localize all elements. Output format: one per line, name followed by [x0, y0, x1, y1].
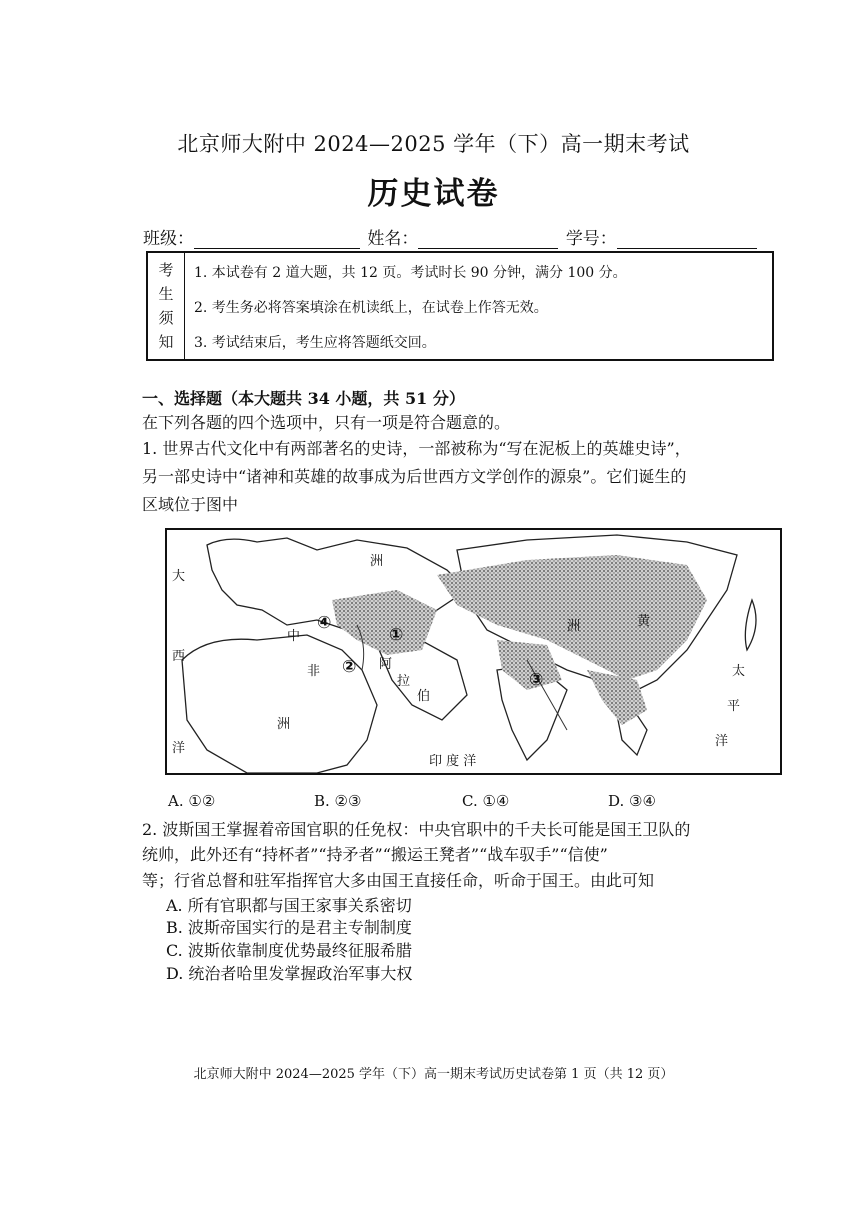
question-1-line: 区域位于图中 [142, 495, 239, 514]
map-label-pacific: 洋 [715, 734, 729, 749]
notice-label-char: 知 [158, 333, 174, 351]
section-title: 一、选择题（本大题共 34 小题，共 51 分） [142, 389, 465, 408]
choice-d[interactable]: D. 统治者哈里发掌握政治军事大权 [166, 964, 413, 983]
notice-label [148, 253, 185, 359]
id-label: 学号： [565, 229, 617, 249]
map-marker-4: ④ [317, 613, 332, 633]
map-marker-2: ② [342, 657, 357, 677]
choice-b[interactable]: B. 波斯帝国实行的是君主专制制度 [166, 918, 412, 937]
notice-box [146, 251, 774, 361]
map-label-africa: 洲 [277, 717, 291, 732]
choice-c[interactable]: C. 波斯依靠制度优势最终征服希腊 [166, 941, 412, 960]
question-1-options [0, 792, 867, 816]
map-marker-1: ① [389, 625, 404, 645]
map-label-asia: 洲 [567, 619, 581, 634]
name-label: 姓名： [367, 229, 419, 249]
map-label-arabia: 阿 [379, 657, 393, 672]
map-label-europe: 洲 [370, 554, 384, 569]
option-d[interactable]: D. ③④ [608, 792, 656, 810]
name-blank[interactable] [418, 232, 558, 249]
map-label-pacific: 太 [732, 664, 746, 679]
notice-item: 1. 本试卷有 2 道大题，共 12 页。考试时长 90 分钟，满分 100 分。 [194, 265, 627, 281]
question-2-line: 统帅，此外还有“持杯者”“持矛者”“搬运王凳者”“战车驭手”“信使” [142, 845, 608, 864]
map-label-pacific: 平 [727, 699, 741, 714]
subject-title: 历史试卷 [367, 176, 500, 212]
notice-item: 2. 考生务必将答案填涂在机读纸上，在试卷上作答无效。 [194, 300, 548, 316]
map-label-indian-ocean: 印 度 洋 [429, 754, 477, 769]
notice-label-char: 考 [158, 261, 174, 279]
notice-label-char: 生 [158, 285, 174, 303]
section-instruction: 在下列各题的四个选项中，只有一项是符合题意的。 [142, 413, 511, 432]
question-2-line: 2. 波斯国王掌握着帝国官职的任免权：中央官职中的千夫长可能是国王卫队的 [142, 820, 691, 839]
student-info-row [143, 224, 757, 249]
class-label: 班级： [143, 229, 194, 249]
notice-items [194, 261, 627, 366]
option-c[interactable]: C. ①④ [462, 792, 510, 810]
page-footer: 北京师大附中 2024—2025 学年（下）高一期末考试历史试卷第 1 页（共 12 页） [193, 1067, 674, 1082]
question-1-line: 1. 世界古代文化中有两部著名的史诗，一部被称为“写在泥板上的英雄史诗”， [142, 439, 691, 458]
map-label-atlantic: 洋 [172, 741, 186, 756]
option-b[interactable]: B. ②③ [314, 792, 362, 810]
map-label-north-africa: 非 [307, 664, 321, 679]
id-blank[interactable] [617, 232, 757, 249]
notice-label-char: 须 [158, 309, 174, 327]
option-a[interactable]: A. ①② [168, 792, 216, 810]
japan-coast [745, 600, 756, 650]
africa-coast [182, 635, 377, 773]
map-label-atlantic: 大 [172, 569, 186, 584]
class-blank[interactable] [194, 232, 360, 249]
question-1-line: 另一部史诗中“诸神和英雄的故事成为后世西方文学创作的源泉”。它们诞生的 [142, 467, 687, 486]
map-label-arabia: 拉 [397, 674, 411, 689]
map-marker-3: ③ [529, 670, 544, 690]
map-label-atlantic: 西 [172, 649, 186, 664]
choice-a[interactable]: A. 所有官职都与国王家事关系密切 [166, 896, 412, 915]
question-2-line: 等；行省总督和驻军指挥官大多由国王直接任命，听命于国王。由此可知 [142, 871, 655, 890]
map-label-mediterranean: 中 [287, 629, 301, 644]
shading-central-asia [437, 555, 707, 680]
exam-title: 北京师大附中 2024—2025 学年（下）高一期末考试 [177, 132, 690, 156]
map-label-yellow-river: 黄 [637, 614, 651, 629]
shading-west-asia [332, 590, 437, 655]
map-label-arabia: 伯 [417, 689, 431, 704]
notice-item: 3. 考试结束后，考生应将答题纸交回。 [194, 335, 436, 351]
world-map [165, 528, 782, 775]
